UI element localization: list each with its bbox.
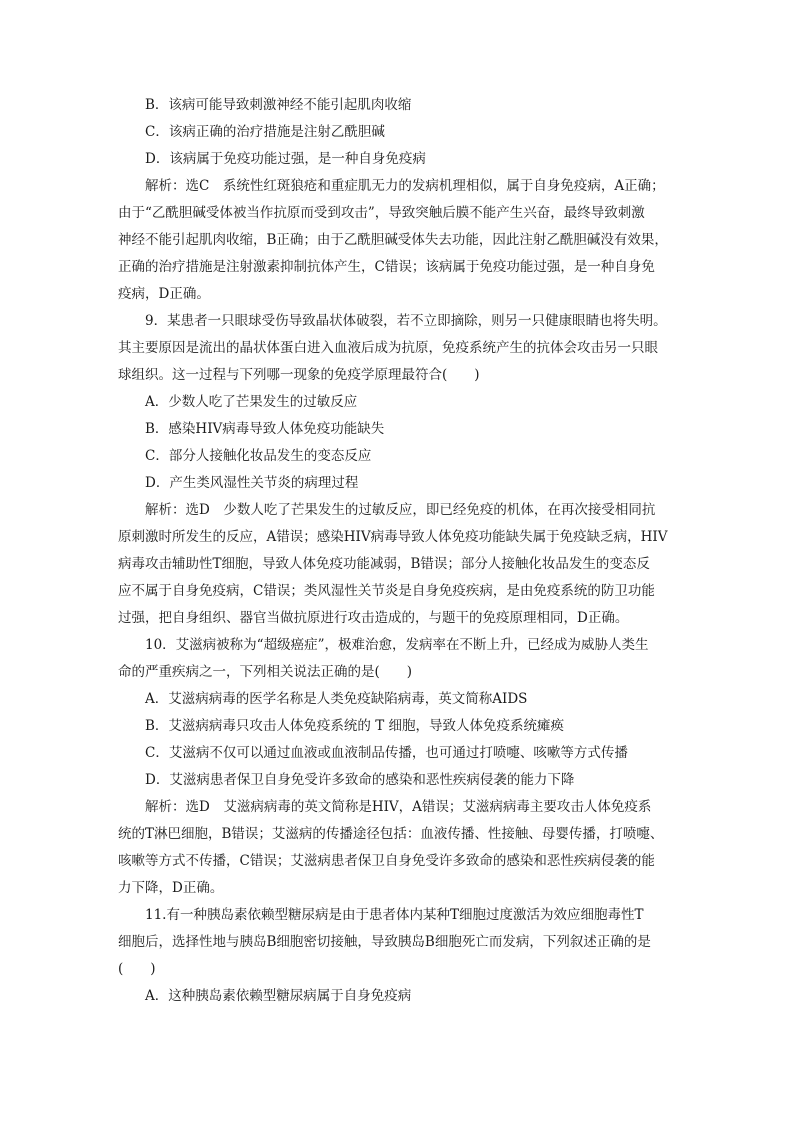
stem-line: 10．艾滋病被称为“超级癌症”，极难治愈，发病率在不断上升，已经成为威胁人类生 — [145, 637, 649, 653]
option-d: D．艾滋病患者保卫自身免受许多致命的感染和恶性疾病侵袭的能力下降 — [145, 772, 575, 788]
stem-line: ( ) — [118, 961, 156, 977]
option-d: D．该病属于免疫功能过强，是一种自身免疫病 — [145, 151, 426, 167]
analysis-line: 原刺激时所发生的反应，A错误；感染HIV病毒导致人体免疫功能缺失属于免疫缺乏病，HIV — [118, 529, 668, 545]
stem-line: 细胞后，选择性地与胰岛B细胞密切接触，导致胰岛B细胞死亡而发病，下列叙述正确的是 — [118, 934, 651, 950]
option-a: A．这种胰岛素依赖型糖尿病属于自身免疫病 — [145, 988, 412, 1004]
question-9-analysis — [118, 497, 678, 632]
analysis-line: 由于“乙酰胆碱受体被当作抗原而受到攻击”，导致突触后膜不能产生兴奋，最终导致刺激 — [118, 205, 645, 221]
option-b: B．该病可能导致刺激神经不能引起肌肉收缩 — [145, 97, 412, 113]
question-8-options — [118, 92, 678, 173]
option-c: C．艾滋病不仅可以通过血液或血液制品传播，也可通过打喷嚏、咳嗽等方式传播 — [145, 745, 628, 761]
stem-line: 球组织。这一过程与下列哪一现象的免疫学原理最符合( ) — [118, 367, 480, 383]
option-a: A．艾滋病病毒的医学名称是人类免疫缺陷病毒，英文简称AIDS — [145, 691, 528, 707]
option-d: D．产生类风湿性关节炎的病理过程 — [145, 475, 359, 491]
question-9-options — [118, 389, 678, 497]
option-c: C．该病正确的治疗措施是注射乙酰胆碱 — [145, 124, 385, 140]
question-10-options — [118, 686, 678, 794]
question-content — [118, 92, 678, 1010]
analysis-line: 应不属于自身免疫病，C错误；类风湿性关节炎是自身免疫疾病，是由免疫系统的防卫功能 — [118, 583, 655, 599]
option-a: A．少数人吃了芒果发生的过敏反应 — [145, 394, 358, 410]
question-11-options — [118, 983, 678, 1010]
analysis-line: 力下降，D正确。 — [118, 880, 224, 896]
question-9-stem — [118, 308, 678, 389]
analysis-line: 正确的治疗措施是注射激素抑制抗体产生，C错误；该病属于免疫功能过强，是一种自身免 — [118, 259, 655, 275]
analysis-line: 统的T淋巴细胞，B错误；艾滋病的传播途径包括：血液传播、性接触、母婴传播，打喷嚏、 — [118, 826, 664, 842]
analysis-line: 过强，把自身组织、器官当做抗原进行攻击造成的，与题干的免疫原理相同，D正确。 — [118, 610, 629, 626]
question-10-analysis — [118, 794, 678, 902]
stem-line: 命的严重疾病之一，下列相关说法正确的是( ) — [118, 664, 413, 680]
option-b: B．感染HIV病毒导致人体免疫功能缺失 — [145, 421, 385, 437]
question-10-stem — [118, 632, 678, 686]
question-11-stem — [118, 902, 678, 983]
stem-line: 9．某患者一只眼球受伤导致晶状体破裂，若不立即摘除，则另一只健康眼睛也将失明。 — [145, 313, 667, 329]
analysis-line: 咳嗽等方式不传播，C错误；艾滋病患者保卫自身免受许多致命的感染和恶性疾病侵袭的能 — [118, 853, 655, 869]
analysis-line: 解析：选D 少数人吃了芒果发生的过敏反应，即已经免疫的机体，在再次接受相同抗 — [145, 502, 656, 518]
analysis-line: 病毒攻击辅助性T细胞，导致人体免疫功能减弱，B错误；部分人接触化妆品发生的变态反 — [118, 556, 650, 572]
option-b: B．艾滋病病毒只攻击人体免疫系统的 T 细胞，导致人体免疫系统瘫痪 — [145, 718, 565, 734]
question-8-analysis — [118, 173, 678, 308]
stem-line: 其主要原因是流出的晶状体蛋白进入血液后成为抗原，免疫系统产生的抗体会攻击另一只眼 — [118, 340, 658, 356]
analysis-line: 解析：选C 系统性红斑狼疮和重症肌无力的发病机理相似，属于自身免疫病，A正确； — [145, 178, 665, 194]
analysis-line: 神经不能引起肌肉收缩，B正确；由于乙酰胆碱受体失去功能，因此注射乙酰胆碱没有效果， — [118, 232, 668, 248]
stem-line: 11.有一种胰岛素依赖型糖尿病是由于患者体内某种T细胞过度激活为效应细胞毒性T — [145, 907, 644, 923]
analysis-line: 疫病，D正确。 — [118, 286, 210, 302]
option-c: C．部分人接触化妆品发生的变态反应 — [145, 448, 372, 464]
analysis-line: 解析：选D 艾滋病病毒的英文简称是HIV，A错误；艾滋病病毒主要攻击人体免疫系 — [145, 799, 652, 815]
